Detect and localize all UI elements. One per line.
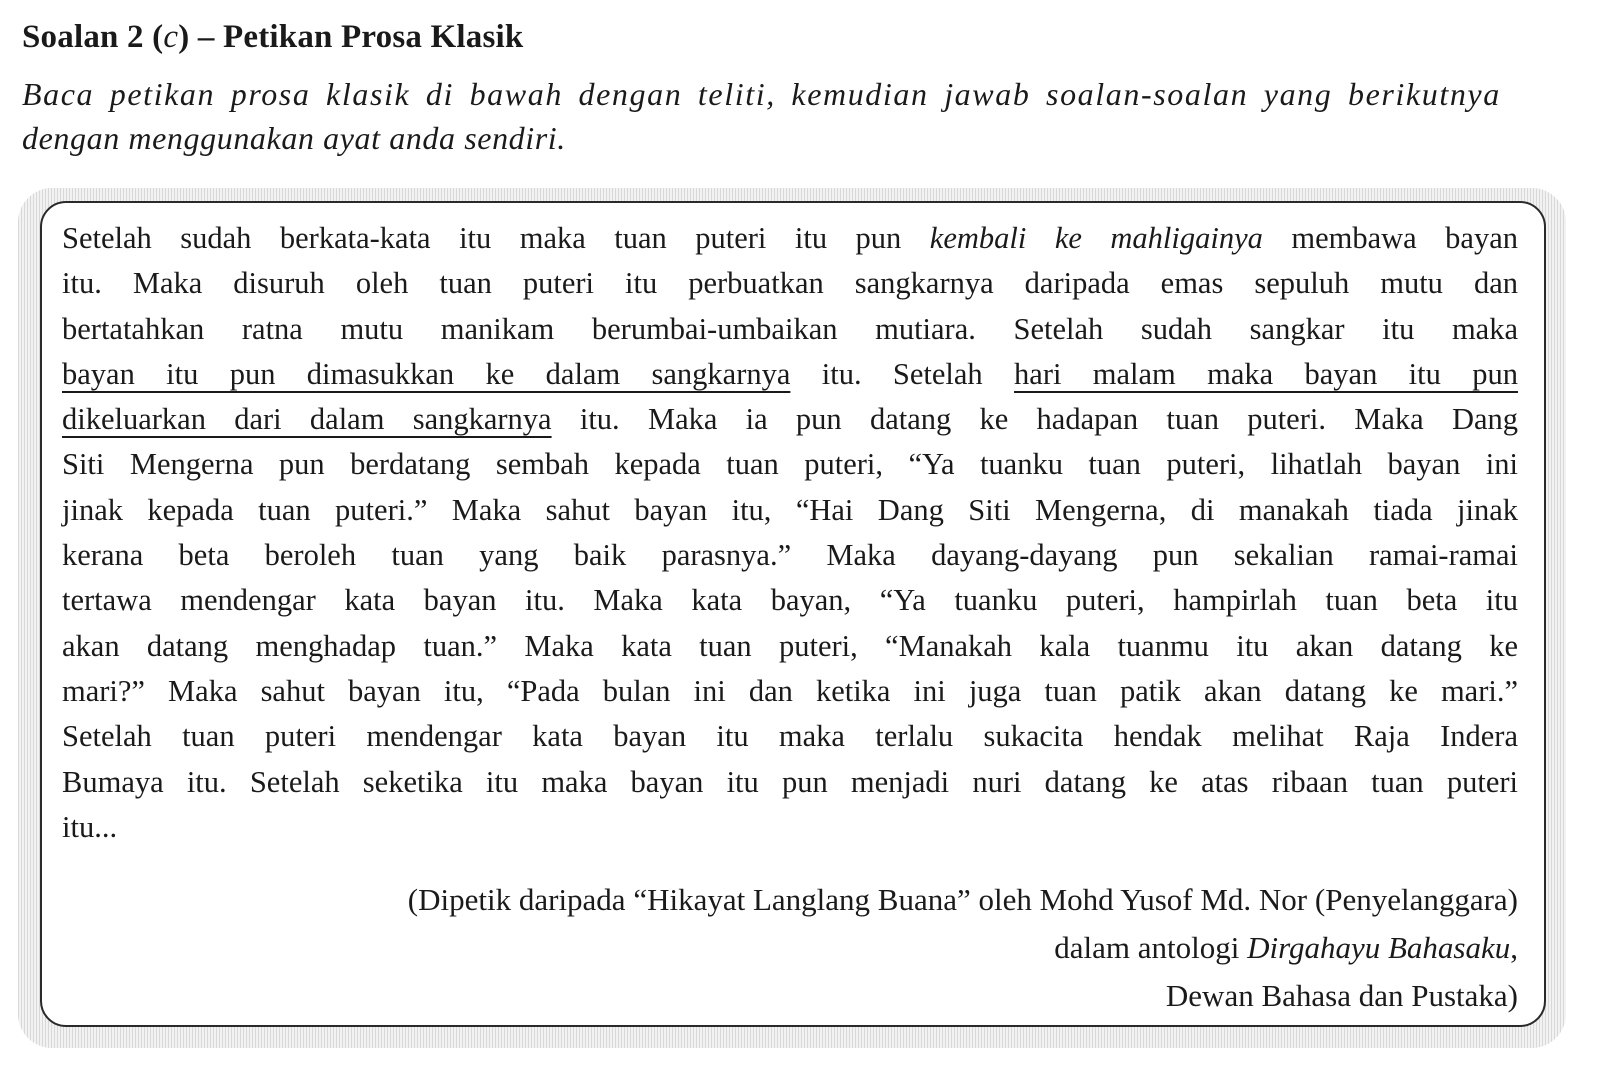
citation-line-3: Dewan Bahasa dan Pustaka) [1165, 978, 1518, 1013]
passage-line: bertatahkan ratna mutu manikam berumbai-umbaikan mutiara. Setelah sudah sangkar itu maka [62, 311, 1518, 346]
citation-text: , [1510, 930, 1518, 965]
source-citation [408, 876, 1518, 1020]
passage-line: mari?” Maka sahut bayan itu, “Pada bulan ini dan ketika ini juga tuan patik akan datang ke mari.” [62, 673, 1518, 708]
question-heading [22, 18, 523, 58]
passage-line: itu. Maka disuruh oleh tuan puteri itu perbuatkan sangkarnya daripada emas sepuluh mutu dan [62, 266, 1518, 301]
heading-letter: c [163, 19, 179, 55]
instruction-line-2: dengan menggunakan ayat anda sendiri. [22, 120, 566, 156]
passage-line: Bumaya itu. Setelah seketika itu maka bayan itu pun menjadi nuri datang ke atas ribaan tuan puteri [62, 764, 1518, 799]
citation-line-1: (Dipetik daripada “Hikayat Langlang Buana” oleh Mohd Yusof Md. Nor (Penyelanggara) [407, 882, 1518, 917]
passage-line: Siti Mengerna pun berdatang sembah kepada tuan puteri, “Ya tuanku tuan puteri, lihatlah bayan ini [62, 447, 1518, 482]
heading-suffix: ) – Petikan Prosa Klasik [178, 19, 524, 55]
passage-line [62, 352, 1518, 397]
passage-line [62, 216, 1518, 261]
passage-line: kerana beta beroleh tuan yang baik parasnya.” Maka dayang-dayang pun sekalian ramai-ramai [62, 538, 1518, 573]
passage-line [62, 397, 1518, 442]
underlined-phrase: bayan itu pun dimasukkan ke dalam sangkarnya [62, 356, 791, 391]
passage-line: jinak kepada tuan puteri.” Maka sahut bayan itu, “Hai Dang Siti Mengerna, di manakah tiada jinak [62, 492, 1518, 527]
passage-text: itu. Maka ia pun datang ke hadapan tuan puteri. Maka Dang [551, 402, 1519, 437]
passage-text: Setelah sudah berkata-kata itu maka tuan puteri itu pun [62, 221, 930, 255]
passage-text: itu. Setelah [790, 356, 1015, 391]
citation-line-2 [408, 924, 1518, 972]
passage-text: membawa bayan [1262, 221, 1518, 255]
passage-italic-phrase: kembali ke mahligainya [929, 221, 1263, 255]
citation-text: dalam antologi [1054, 930, 1248, 965]
anthology-title: Dirgahayu Bahasaku [1247, 930, 1511, 965]
passage-line: tertawa mendengar kata bayan itu. Maka kata bayan, “Ya tuanku puteri, hampirlah tuan beta itu [62, 583, 1518, 618]
underlined-phrase: hari malam maka bayan itu pun [1014, 356, 1518, 391]
heading-prefix: Soalan 2 ( [22, 19, 164, 55]
instruction-line-1: Baca petikan prosa klasik di bawah dengan teliti, kemudian jawab soalan-soalan yang berikutnya [22, 76, 1501, 112]
instruction-text [22, 72, 1582, 160]
prose-passage [62, 216, 1518, 850]
passage-line: Setelah tuan puteri mendengar kata bayan itu maka terlalu sukacita hendak melihat Raja Indera [62, 719, 1518, 754]
underlined-phrase: dikeluarkan dari dalam sangkarnya [62, 402, 552, 437]
passage-line: itu... [62, 809, 118, 844]
passage-line: akan datang menghadap tuan.” Maka kata tuan puteri, “Manakah kala tuanmu itu akan datang ke [62, 628, 1518, 663]
